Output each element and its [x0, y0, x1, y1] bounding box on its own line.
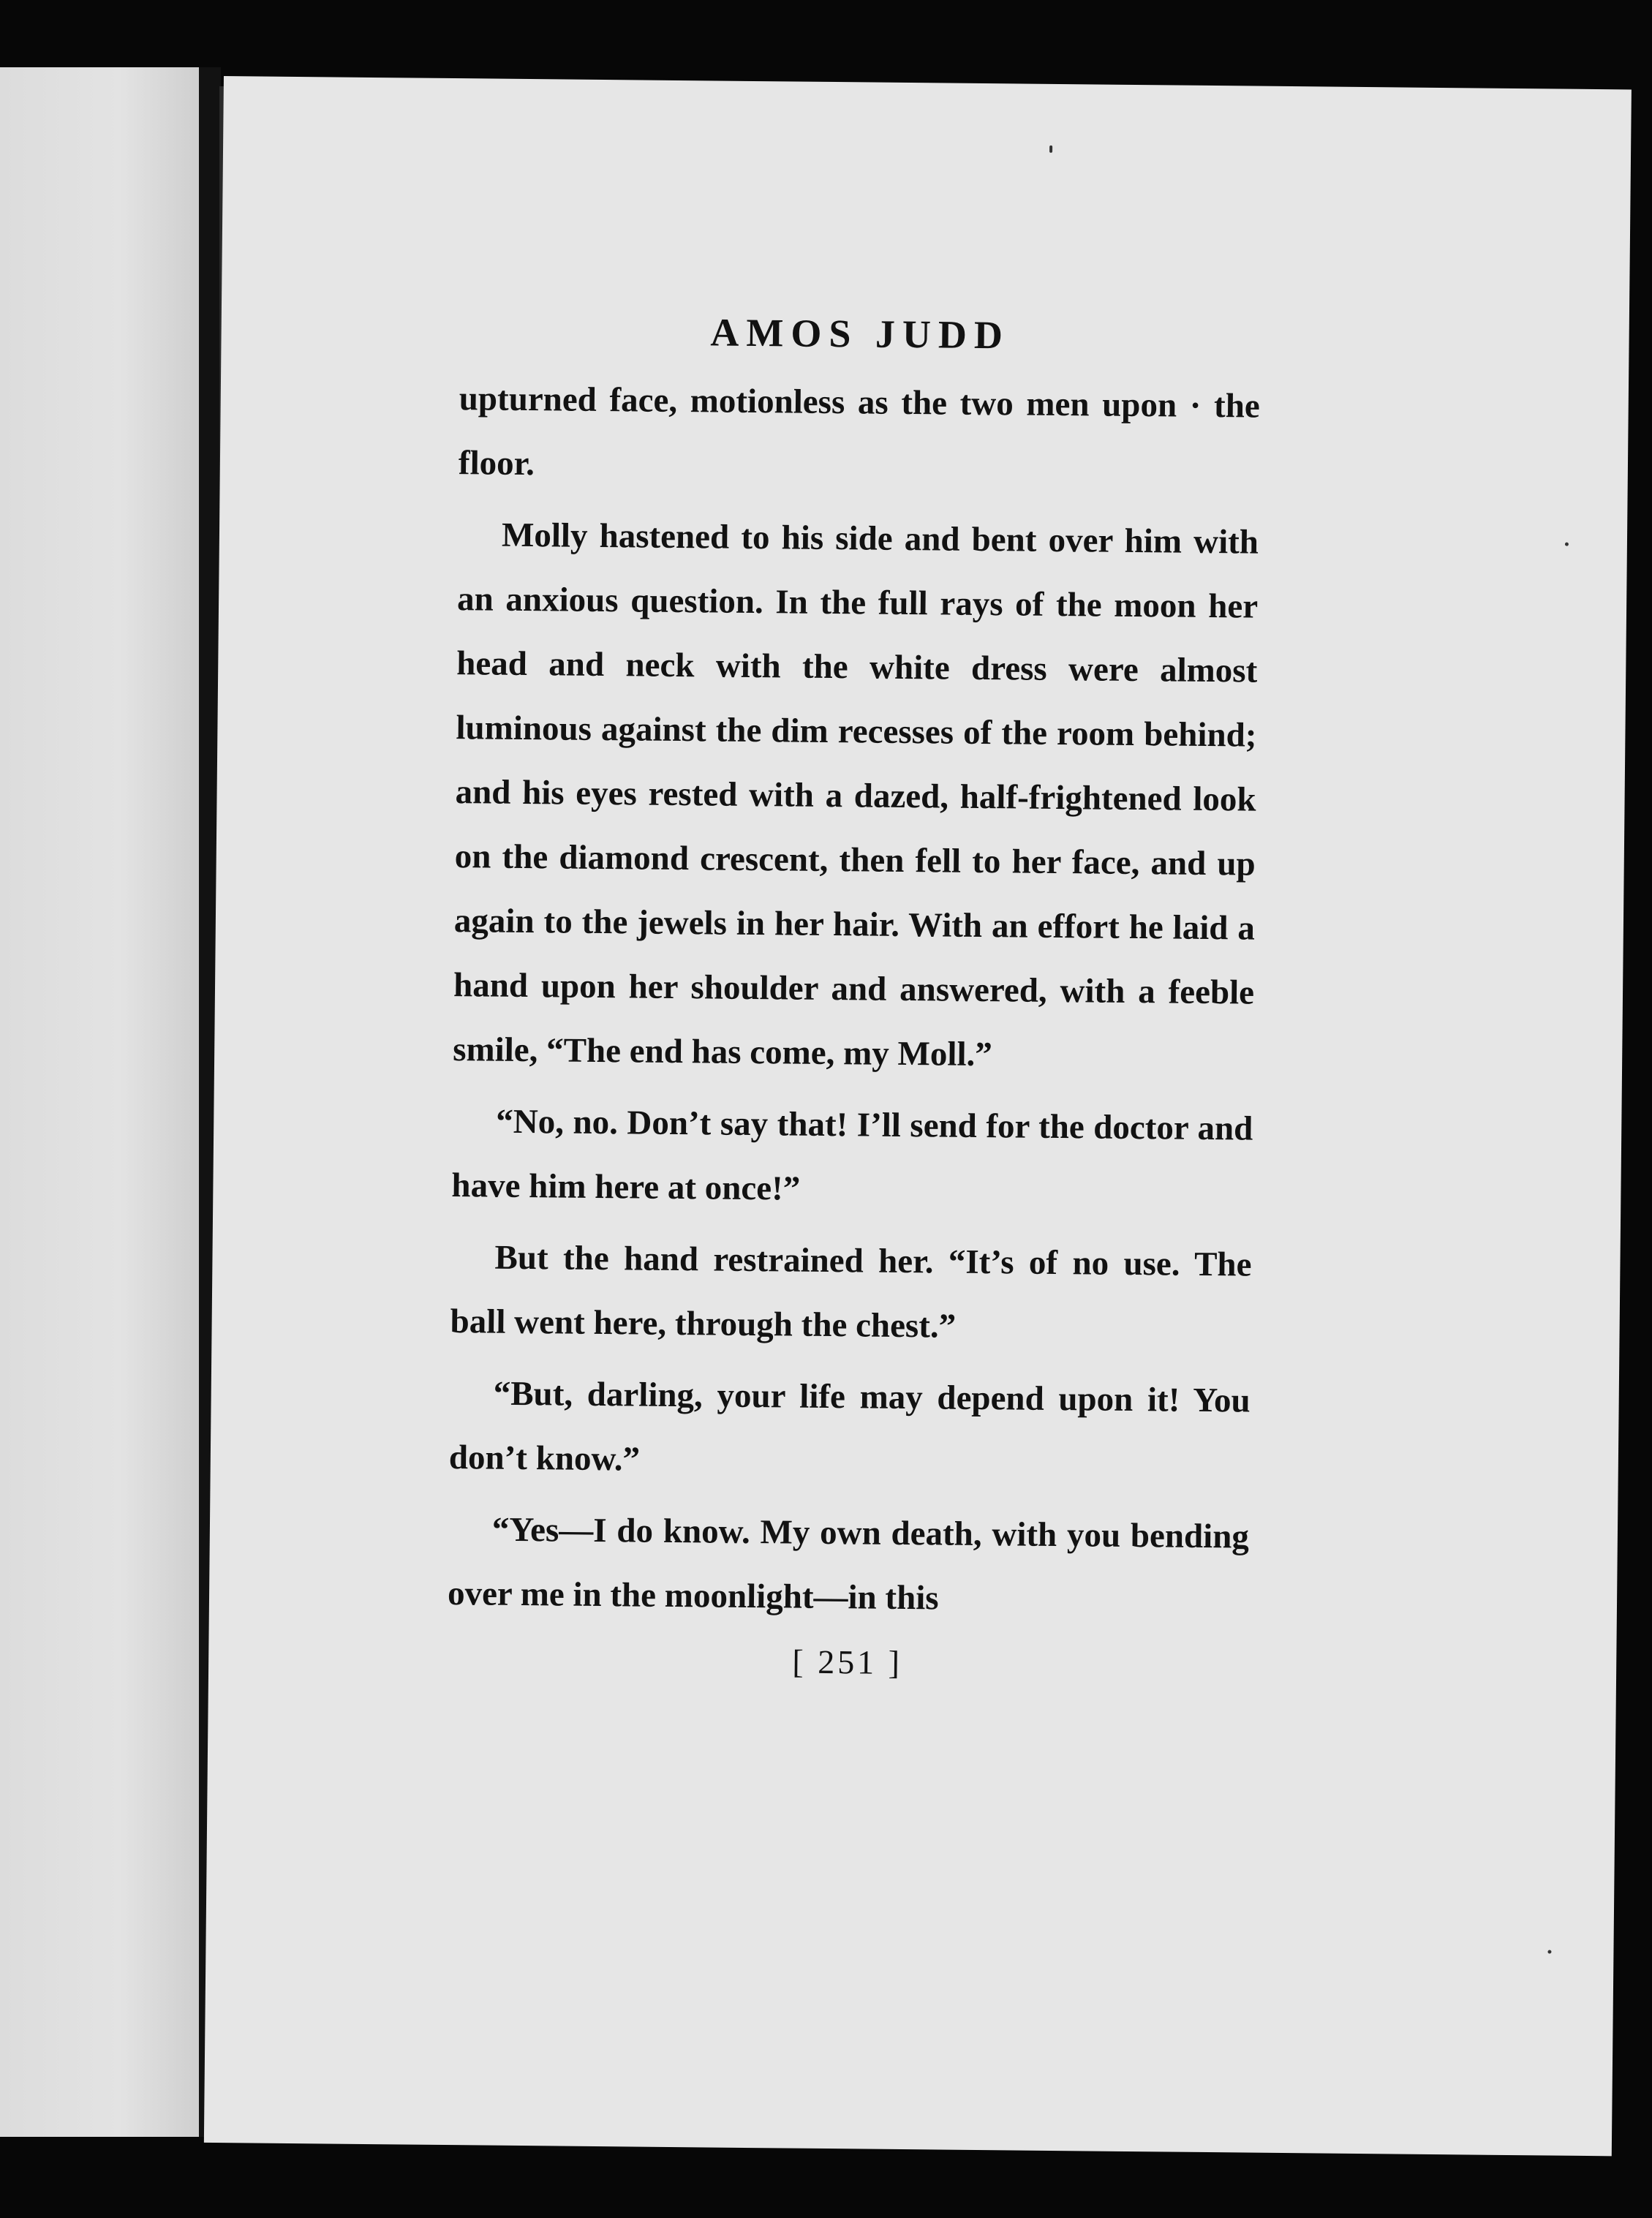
running-head: AMOS JUDD	[710, 310, 1011, 358]
paper-speck	[1565, 543, 1569, 546]
page-text-block	[447, 298, 1261, 1691]
paragraph: Molly hastened to his side and bent over him with an anxious question. In the full rays of the moon her head and neck with the white dress were almost luminous against the dim recesses of the room behind; and his eyes rested with a dazed, half-frightened look on the diamond crescent, then fell to her face, and up again to the jewels in her hair. With an effort he laid a hand upon her shoulder and answered, with a feeble smile, “The end has come, my Moll.”	[452, 516, 1259, 1074]
paragraph: “Yes—I do know. My own death, with you bending over me in the moonlight—in this	[447, 1510, 1250, 1618]
page-number: [ 251 ]	[792, 1642, 903, 1682]
paper-speck	[1049, 146, 1052, 153]
paragraph: “No, no. Don’t say that! I’ll send for the doctor and have him here at once!”	[451, 1102, 1253, 1208]
paper-speck	[1547, 1950, 1551, 1953]
paragraph: But the hand restrained her. “It’s of no use. The ball went here, through the chest.”	[450, 1238, 1252, 1346]
paragraph: “But, darling, your life may depend upon it! You don’t know.”	[448, 1374, 1251, 1479]
paragraph: upturned face, motionless as the two men upon · the floor.	[458, 380, 1260, 483]
book-page	[204, 76, 1632, 2156]
previous-page-edge	[0, 67, 199, 2137]
